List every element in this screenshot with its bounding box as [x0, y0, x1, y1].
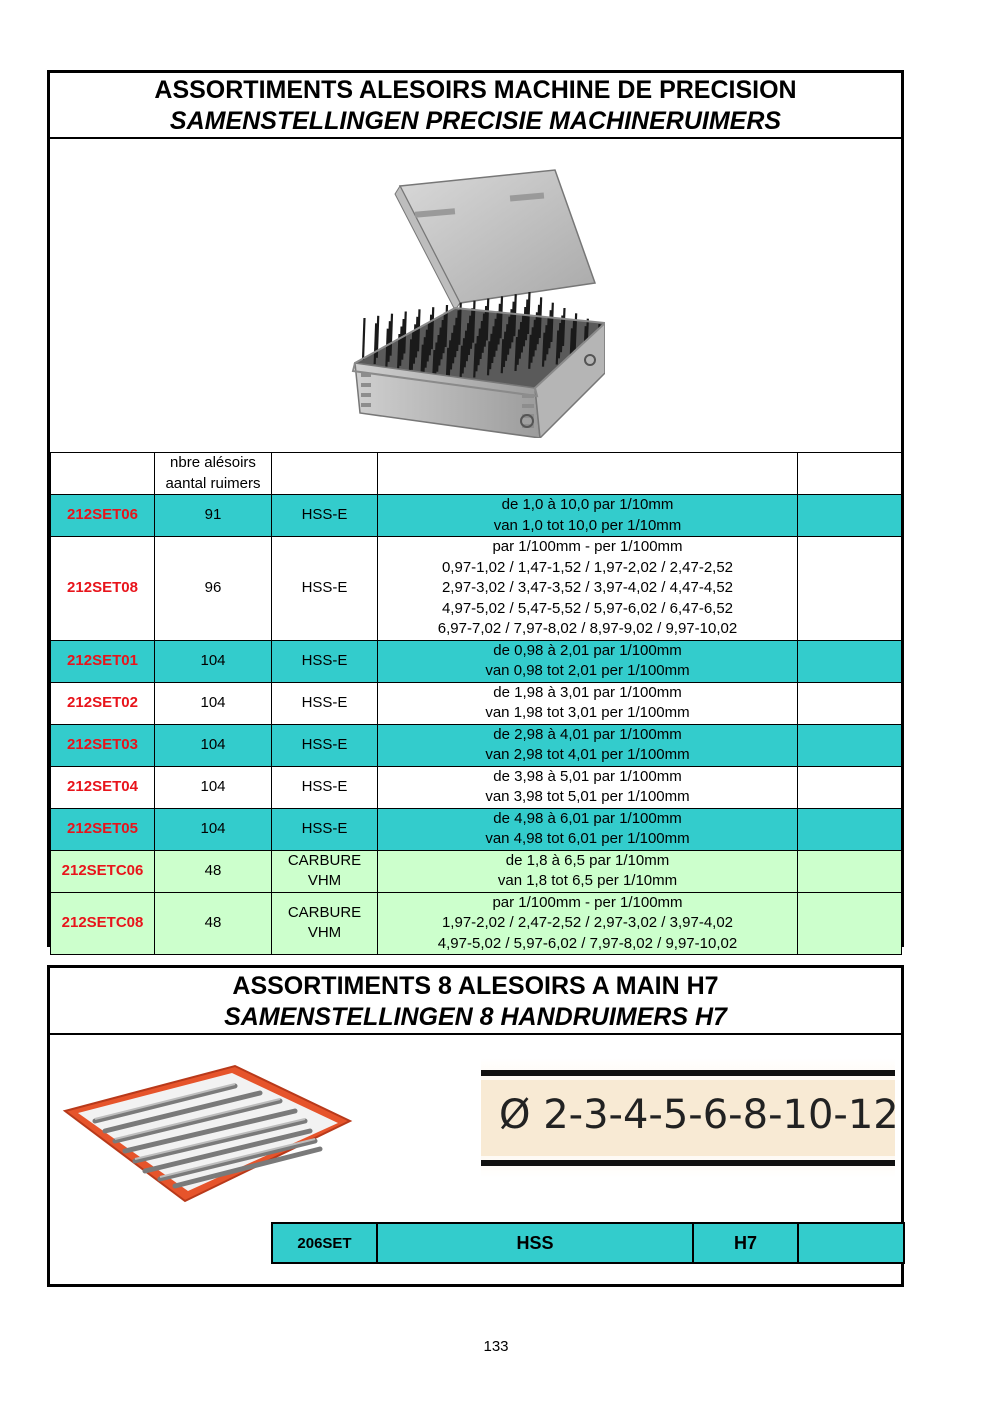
machine-reamer-table — [50, 452, 902, 955]
reamer-count — [155, 682, 272, 724]
header-code-cell — [51, 453, 155, 495]
description-line: par 1/100mm - per 1/100mm — [492, 893, 683, 911]
reamer-count — [155, 892, 272, 955]
reamer-box-photo — [305, 168, 605, 438]
price-cell — [798, 766, 902, 808]
table-row — [51, 766, 902, 808]
material-cell — [272, 892, 378, 955]
material-line: HSS-E — [301, 819, 348, 837]
reamer-count-text: 104 — [200, 819, 226, 837]
description-line: de 4,98 à 6,01 par 1/100mm — [493, 809, 682, 827]
material-line: HSS-E — [301, 651, 348, 669]
table-row — [51, 808, 902, 850]
reamer-count-text: 48 — [204, 914, 222, 931]
description-cell — [378, 766, 798, 808]
product-code-text: 212SET04 — [67, 777, 138, 795]
table-row — [51, 850, 902, 892]
description-line: 6,97-7,02 / 7,97-8,02 / 8,97-9,02 / 9,97-10,02 — [437, 620, 738, 637]
product-code-text: 212SET02 — [67, 693, 138, 711]
table-row — [51, 892, 902, 955]
section2-title — [50, 968, 901, 1035]
reamer-count-text: 104 — [200, 777, 226, 795]
material-cell — [272, 537, 378, 641]
description-line: van 0,98 tot 2,01 per 1/100mm — [485, 662, 690, 679]
product-code — [51, 892, 155, 955]
product-code — [51, 808, 155, 850]
reamer-count-text: 96 — [204, 579, 222, 596]
material-cell — [272, 724, 378, 766]
hand-reamer-section — [47, 965, 904, 1287]
price-cell — [798, 808, 902, 850]
price-cell — [798, 850, 902, 892]
material-line: CARBURE — [287, 851, 362, 869]
reamer-count-text: 91 — [204, 506, 222, 524]
description-line: 1,97-2,02 / 2,47-2,52 / 2,97-3,02 / 3,97-4,02 — [441, 914, 734, 931]
price-cell — [798, 682, 902, 724]
price-cell — [798, 724, 902, 766]
product-code-text: 212SETC06 — [61, 861, 144, 879]
material-line: HSS-E — [301, 735, 348, 753]
table-row — [51, 537, 902, 641]
description-cell — [378, 808, 798, 850]
description-line: van 3,98 tot 5,01 per 1/100mm — [485, 788, 690, 805]
table-header-row — [51, 453, 902, 495]
reamer-count-text: 48 — [204, 861, 222, 879]
material-cell — [272, 808, 378, 850]
product-code — [51, 682, 155, 724]
table-row — [51, 724, 902, 766]
reamer-count — [155, 724, 272, 766]
header-count-nl: aantal ruimers — [165, 474, 261, 492]
description-cell — [378, 892, 798, 955]
price-cell — [798, 892, 902, 955]
product-code-text: 212SETC08 — [61, 914, 144, 931]
price-cell — [798, 640, 902, 682]
material-cell — [272, 495, 378, 537]
description-line: 4,97-5,02 / 5,47-5,52 / 5,97-6,02 / 6,47-6,52 — [441, 599, 734, 617]
description-line: par 1/100mm - per 1/100mm — [492, 538, 683, 555]
material-line: HSS-E — [301, 777, 348, 795]
description-cell — [378, 724, 798, 766]
header-count-fr: nbre alésoirs — [170, 454, 256, 471]
reamer-count-text: 104 — [200, 735, 226, 753]
description-line: van 1,8 tot 6,5 per 1/10mm — [497, 872, 678, 889]
header-material-cell — [272, 453, 378, 495]
reamer-count — [155, 850, 272, 892]
description-line: van 1,0 tot 10,0 per 1/10mm — [493, 516, 682, 534]
product-code-text: 212SET06 — [67, 506, 138, 524]
description-cell — [378, 682, 798, 724]
diameter-banner — [481, 1058, 899, 1178]
table-row — [51, 682, 902, 724]
material-line: HSS-E — [301, 579, 348, 596]
product-code — [51, 495, 155, 537]
reamer-count — [155, 808, 272, 850]
reamer-count — [155, 766, 272, 808]
material-cell — [272, 640, 378, 682]
material-line: HSS-E — [301, 693, 348, 711]
table-row — [272, 1223, 904, 1263]
material-cell — [272, 850, 378, 892]
description-line: van 2,98 tot 4,01 per 1/100mm — [485, 746, 690, 763]
product-code-text: 212SET08 — [67, 579, 138, 596]
material-line: VHM — [307, 872, 342, 889]
table-row — [51, 640, 902, 682]
section1-title-nl: SAMENSTELLINGEN PRECISIE MACHINERUIMERS — [169, 107, 782, 135]
description-line: van 1,98 tot 3,01 per 1/100mm — [485, 704, 690, 721]
section2-title-nl: SAMENSTELLINGEN 8 HANDRUIMERS H7 — [224, 1003, 727, 1031]
header-price-cell — [798, 453, 902, 495]
product-code: 206SET — [272, 1223, 377, 1263]
price-cell — [798, 537, 902, 641]
description-line: de 1,8 à 6,5 par 1/10mm — [505, 851, 670, 869]
machine-reamer-section — [47, 70, 904, 952]
product-code-text: 212SET01 — [67, 651, 138, 669]
reamer-count — [155, 640, 272, 682]
material-cell — [272, 766, 378, 808]
reamer-count-text: 104 — [200, 693, 226, 711]
description-line: de 0,98 à 2,01 par 1/100mm — [493, 641, 682, 659]
description-line: 0,97-1,02 / 1,47-1,52 / 1,97-2,02 / 2,47-2,52 — [441, 558, 734, 576]
material-line: HSS-E — [301, 506, 348, 524]
product-code — [51, 724, 155, 766]
product-code — [51, 640, 155, 682]
description-line: de 1,98 à 3,01 par 1/100mm — [493, 683, 682, 701]
header-desc-cell — [378, 453, 798, 495]
header-count-cell — [155, 453, 272, 495]
reamer-count — [155, 495, 272, 537]
product-price — [798, 1223, 904, 1263]
reamer-count — [155, 537, 272, 641]
description-line: 2,97-3,02 / 3,47-3,52 / 3,97-4,02 / 4,47-4,52 — [441, 579, 734, 596]
material-line: CARBURE — [287, 903, 362, 921]
product-code — [51, 766, 155, 808]
description-line: de 2,98 à 4,01 par 1/100mm — [493, 725, 682, 743]
page-number: 133 — [483, 1338, 509, 1355]
hand-reamer-product-row — [271, 1222, 905, 1264]
section1-title — [50, 73, 901, 139]
description-line: 4,97-5,02 / 5,97-6,02 / 7,97-8,02 / 9,97-10,02 — [437, 934, 738, 952]
product-code — [51, 537, 155, 641]
section2-title-fr: ASSORTIMENTS 8 ALESOIRS A MAIN H7 — [232, 972, 719, 1000]
product-code-text: 212SET05 — [67, 819, 138, 837]
product-material: HSS — [377, 1223, 693, 1263]
material-cell — [272, 682, 378, 724]
reamer-tray-photo — [60, 1041, 360, 1209]
diameter-list: Ø 2-3-4-5-6-8-10-12 — [499, 1092, 899, 1138]
table-row — [51, 495, 902, 537]
description-cell — [378, 640, 798, 682]
product-code — [51, 850, 155, 892]
product-code-text: 212SET03 — [67, 735, 138, 753]
price-cell — [798, 495, 902, 537]
section1-title-fr: ASSORTIMENTS ALESOIRS MACHINE DE PRECISION — [154, 76, 797, 104]
product-tolerance: H7 — [693, 1223, 798, 1263]
description-line: van 4,98 tot 6,01 per 1/100mm — [485, 830, 690, 847]
description-cell — [378, 537, 798, 641]
description-cell — [378, 495, 798, 537]
description-cell — [378, 850, 798, 892]
description-line: de 3,98 à 5,01 par 1/100mm — [493, 767, 682, 785]
material-line: VHM — [307, 924, 342, 942]
description-line: de 1,0 à 10,0 par 1/10mm — [501, 496, 674, 513]
reamer-count-text: 104 — [200, 651, 226, 669]
